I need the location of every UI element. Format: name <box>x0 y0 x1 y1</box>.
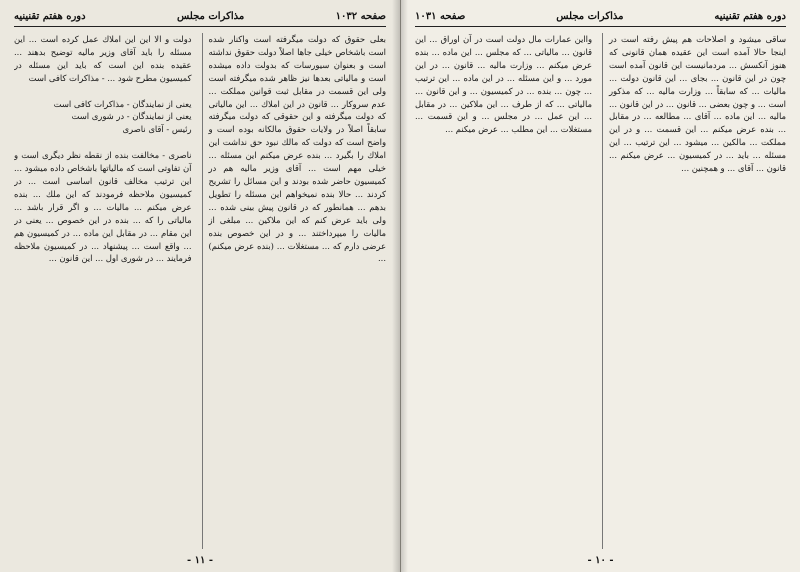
left-page-running-title: مذاکرات مجلس <box>177 10 245 22</box>
left-page-column-right <box>202 33 387 549</box>
right-page-column-right-text: ساقى ميشود و اصلاحات هم پيش رفته است در اينجا حالا آمده است اين عقيده همان قانونى كه هنوز آنكسش ... مردمانيست اين قانون آمده است چون در اين قانون ... بجاى ... اين قانون دولت ... ماليات ... كه سابقاً ... وزارت ماليه ... كه مذكور است ... و چون بعضى ... قانون ... در اين قانون ... ماليه ... اين ماده ... آقاى ... مطالعه ... در مقابل ... بنده عرض ميكنم ... اين قسمت ... و در اين مملكت ... مالكين ... ميشود ... اين ترتيب ... اين مسئله ... بايد ... در كميسيون ... عرض ميكنم ... قانون ... آقاى ... و همچنين ... <box>609 34 786 174</box>
left-page-header <box>14 8 386 27</box>
left-page-column-left <box>14 33 192 549</box>
right-page-column-right <box>602 33 786 549</box>
left-page-columns <box>14 33 386 549</box>
right-page-column-left <box>415 33 592 549</box>
right-page-session: دوره هفتم تقنينيه <box>714 10 786 22</box>
left-page-session: دوره هفتم تقنينيه <box>14 10 86 22</box>
right-page-columns <box>415 33 786 549</box>
right-page-header <box>415 8 786 27</box>
right-page-footer: - ۱۰ - <box>587 555 614 566</box>
right-page-running-title: مذاكرات مجلس <box>556 10 624 22</box>
right-page <box>400 0 800 572</box>
right-page-column-left-text: وااين عمارات مال دولت است در آن اوراق ... اين قانون ... مالياتى ... كه مجلس ... اين ماده ... بنده عرض ميكنم ... وزارت ماليه ... قانون ... در اين مورد ... و اين مسئله ... در اين ماده ... اين ترتيب ... چون ... بنده ... در كميسيون ... و اين قانون ... مالياتى ... كه از طرف ... اين ملاكين ... در مقابل ... اين عمل ... در مجلس ... و اين قسمت ... مستغلات ... اين مطلب ... عرض ميكنم ... <box>415 34 592 135</box>
left-page-column-left-text: دولت و الا اين اين املاك عمل كرده است ... اين مسئله را بايد آقاى وزير ماليه توضيح بدهند ... عقيده بنده اين است كه بايد اين مسئله در كميسيون مطرح شود ... - مذاكرات كافى است يعنى از نمايندگان - مذاكرات كافى است يعنى از نمايندگان - در شورى است رئيس - آقاى ناصرى ناصرى - مخالفت بنده از نقطه نظر ديگرى است و آن تفاوتى است كه مالياتها باشخاص داده ميشود ... اين ترتيب مخالف قانون اساسى است ... در كميسيون ملاحظه فرمودند كه اين ملك ... بنده عرض ميكنم ... ماليات ... و اگر قرار باشد ... مالياتى را كه ... بنده در اين خصوص ... يعنى در اين مقام ... در مقابل اين ماده ... در كميسيون هم ... واقع است ... پيشنهاد ... در كميسيون ملاحظه فرمايند ... در شورى اول ... اين قانون ... <box>14 34 192 264</box>
left-page-number: صفحه ۱۰۳۲ <box>335 10 386 22</box>
left-page-footer: - ۱۱ - <box>186 555 214 566</box>
right-page-number: صفحه ۱۰۳۱ <box>415 10 466 22</box>
left-page-column-right-text: بعلى حقوق كه دولت ميگرفته است واكنار شده است باشخاص خيلى جاها اصلاً دولت حقوق نداشته است و بعنوان سيورسات كه بدولت داده ميشده است و مالياتى بعدها نيز ظاهر شده ميگرفته است ولى اين قسمت در مقابل ثبت قوانين مملكت ... عدم سروكار ... قانون در اين املاك ... اين مالياتى كه دولت ميگرفته و اين حقوقى كه دولت ميگرفته سابقاً اصلاً در ولايات حقوق مالكانه بوده است و واضح است كه دولت كه مالك نبود حق نداشت اين املاك را بگيرد ... بنده عرض ميكنم اين مسئله ... خيلى مهم است ... آقاى وزير ماليه هم در كميسيون حاضر شده بودند و اين مسائل را تشريح كردند ... حالا بنده نميخواهم اين مسئله را تطويل بدهم ... همانطور كه در قانون پيش بينى شده ... ولى بايد عرض كنم كه اين ملاكين ... مبلغى از ماليات را ميپرداختند ... و در اين خصوص بنده عرضى دارم كه ... مستغلات ... (بنده عرض ميكنم) ... <box>208 34 386 264</box>
